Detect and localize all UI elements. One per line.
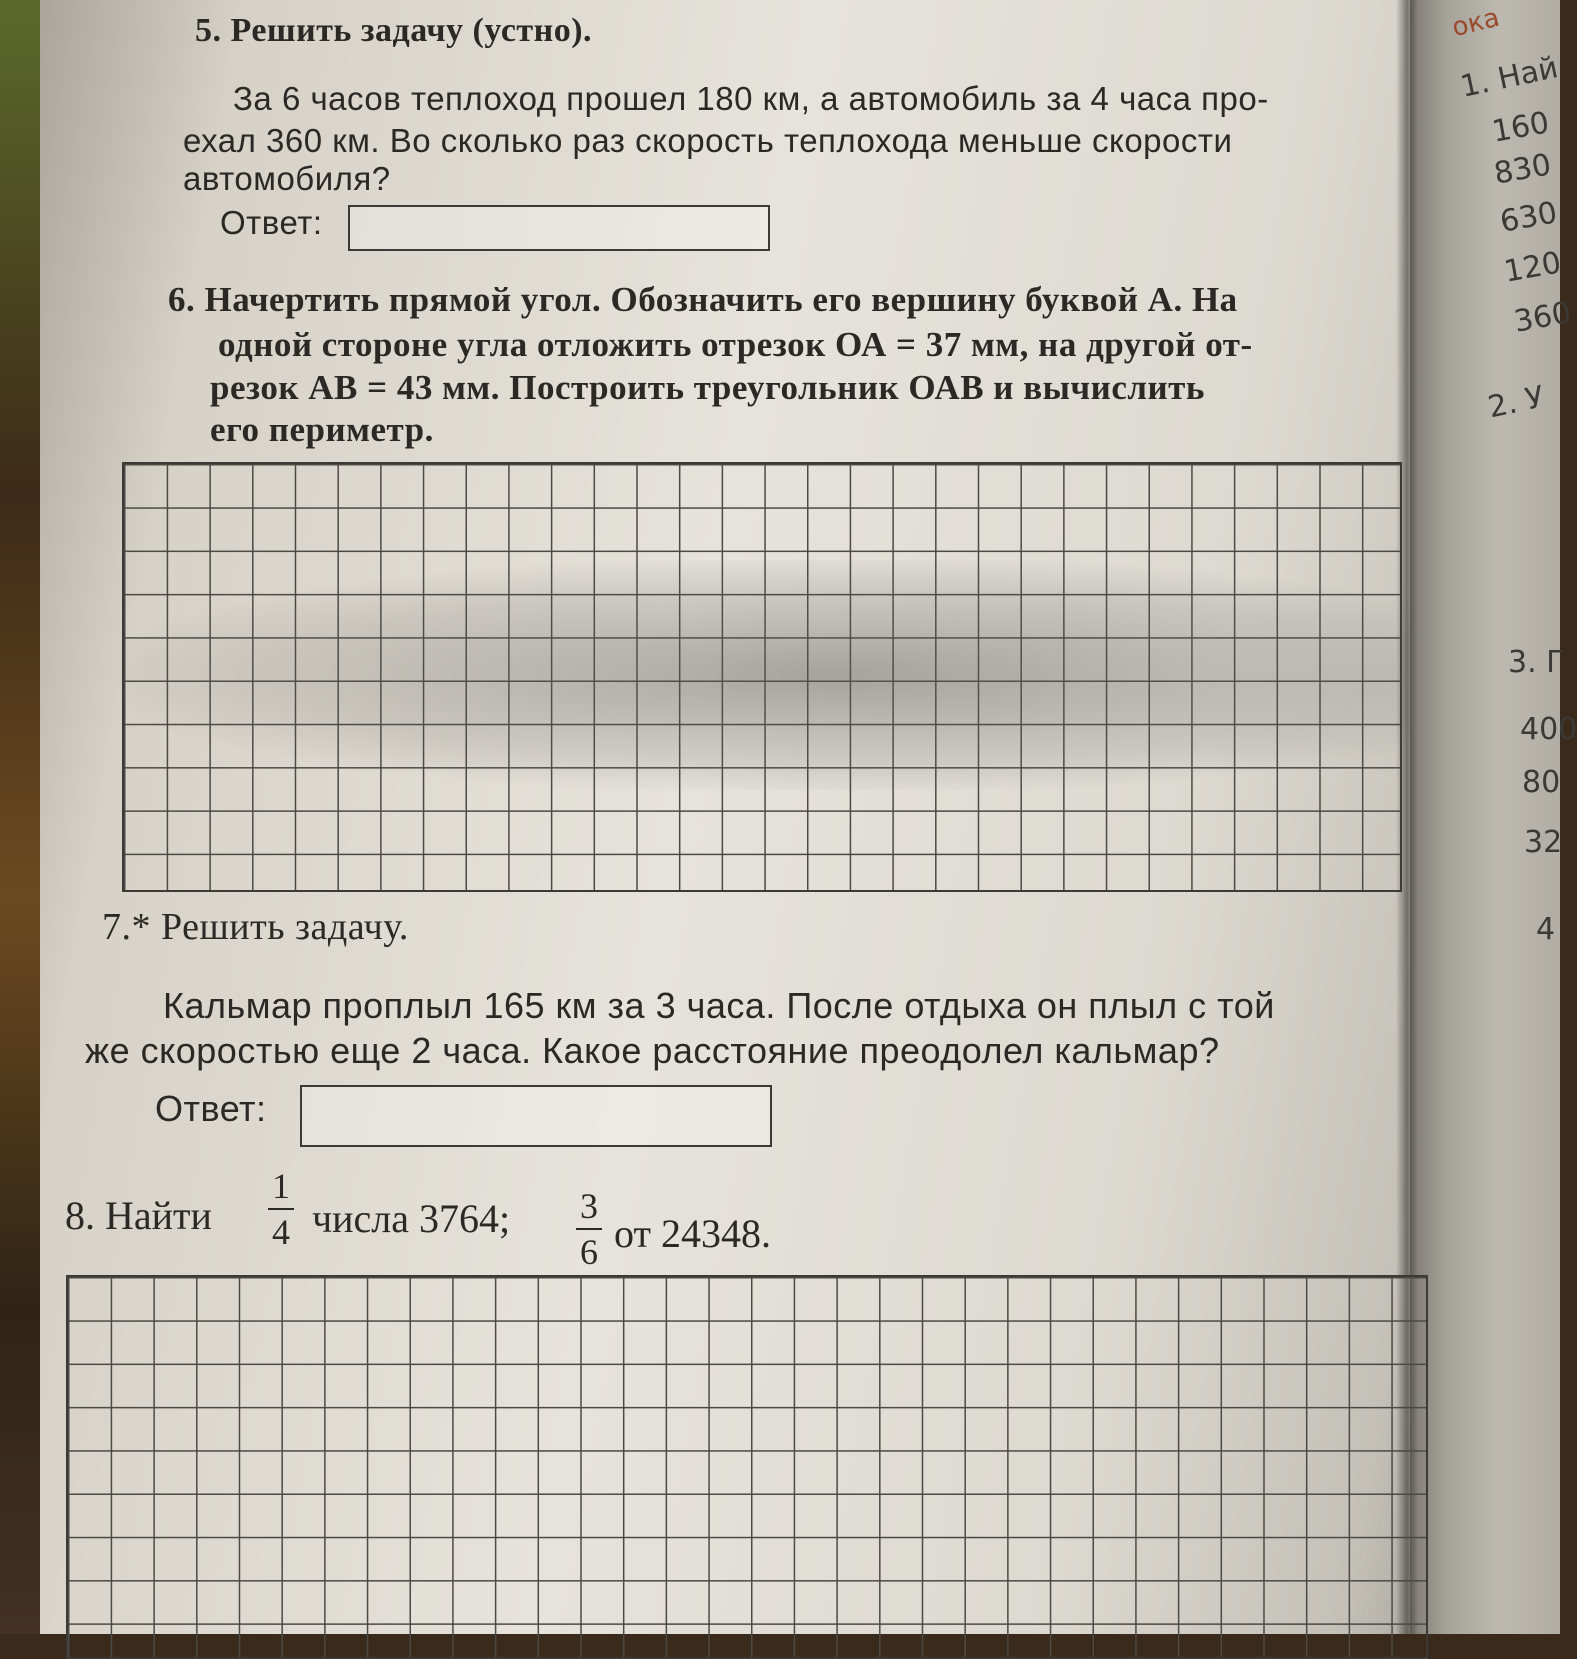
margin-item-2: 2. У [1484, 379, 1548, 426]
task5-answer-box[interactable] [348, 205, 770, 251]
fraction-2-denominator: 6 [580, 1232, 598, 1272]
task8-prefix: 8. Найти [65, 1193, 212, 1238]
task6-line3: резок АВ = 43 мм. Построить треугольник ОАВ и вычислить [210, 368, 1205, 407]
margin-number-80: 80 [1522, 765, 1561, 800]
margin-number-400: 400 [1520, 712, 1577, 747]
fraction-1-bar [268, 1208, 294, 1210]
task7-line2: же скоростью еще 2 часа. Какое расстояние преодолел кальмар? [85, 1030, 1220, 1071]
margin-number-4: 4 [1536, 912, 1556, 947]
task5-answer-label: Ответ: [220, 204, 323, 241]
task7-line1: Кальмар проплыл 165 км за 3 часа. После отдыха он плыл с той [163, 985, 1275, 1026]
task6-line2: одной стороне угла отложить отрезок ОА = 37 мм, на другой от- [218, 325, 1253, 364]
task7-answer-box[interactable] [300, 1085, 772, 1147]
task6-line1: 6. Начертить прямой угол. Обозначить его вершину буквой А. На [168, 280, 1238, 319]
fraction-2-numerator: 3 [580, 1186, 598, 1226]
fraction-2-bar [576, 1228, 602, 1230]
task5-line1: За 6 часов теплоход прошел 180 км, а автомобиль за 4 часа про- [233, 80, 1269, 117]
page-shadow [120, 560, 1410, 790]
task8-middle: числа 3764; [312, 1196, 511, 1241]
task5-line3: автомобиля? [183, 160, 391, 197]
task8-work-grid[interactable] [66, 1275, 1428, 1659]
task8-suffix: от 24348. [614, 1211, 771, 1256]
margin-number-360: 360 [1511, 295, 1574, 340]
task6-line4: его периметр. [210, 410, 434, 449]
margin-number-160: 160 [1489, 105, 1552, 150]
fraction-1-denominator: 4 [272, 1212, 290, 1252]
margin-number-630: 630 [1497, 195, 1560, 240]
margin-number-32: 32 [1524, 825, 1563, 860]
margin-number-120: 120 [1501, 245, 1564, 290]
margin-item-1: 1. Най [1457, 50, 1562, 105]
facing-page [1410, 0, 1563, 1634]
task7-title: 7.* Решить задачу. [102, 906, 409, 948]
margin-item-3: 3. Г [1508, 645, 1565, 680]
task7-answer-label: Ответ: [155, 1088, 267, 1129]
fraction-1-numerator: 1 [272, 1166, 290, 1206]
task5-line2: ехал 360 км. Во сколько раз скорость теплохода меньше скорости [183, 122, 1233, 159]
task8-fraction-1 [268, 1168, 294, 1250]
task8-fraction-2 [576, 1188, 602, 1270]
margin-number-830: 830 [1491, 147, 1554, 192]
task5-title: 5. Решить задачу (устно). [195, 12, 593, 49]
margin-top-word: ока [1449, 2, 1503, 44]
